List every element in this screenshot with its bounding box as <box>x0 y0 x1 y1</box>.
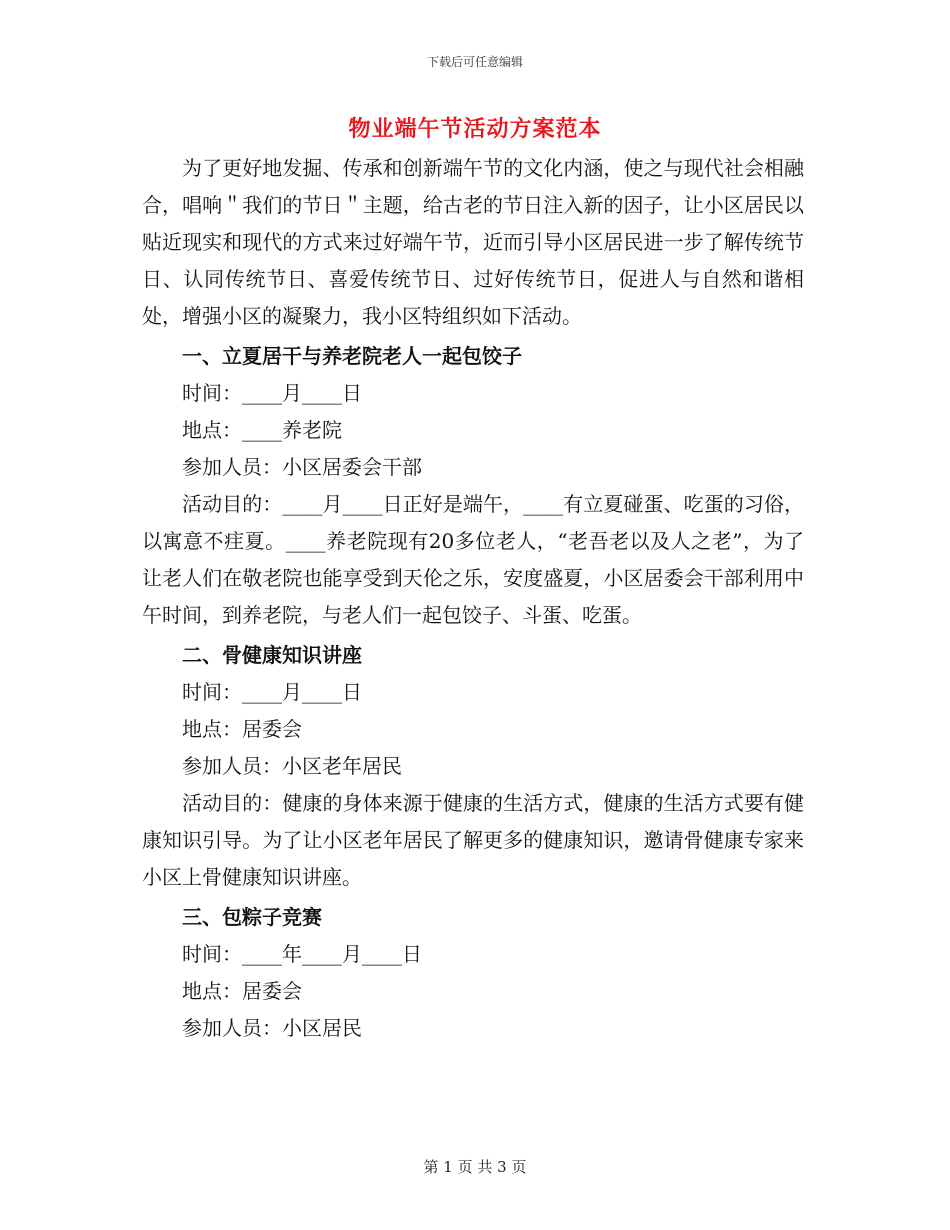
document-body <box>142 150 804 1047</box>
section-3-time: 时间：____年____月____日 <box>182 942 422 966</box>
header-note: 下载后可任意编辑 <box>426 55 523 69</box>
document-title: 物业端午节活动方案范本 <box>348 116 602 142</box>
section-2-time: 时间：____月____日 <box>182 680 362 704</box>
section-1-time: 时间：____月____日 <box>182 381 362 405</box>
intro-paragraph: 为了更好地发掘、传承和创新端午节的文化内涵，使之与现代社会相融合，唱响＂我们的节日＂主题，给古老的节日注入新的因子，让小区居民以贴近现实和现代的方式来过好端午节，近而引导小区居民进一步了解传统节日、认同传统节日、喜爱传统节日、过好传统节日，促进人与自然和谐相处，增强小区的凝聚力，我小区特组织如下活动。 <box>142 156 804 328</box>
page-footer: 第 1 页 共 3 页 <box>423 1158 527 1176</box>
section-1-purpose: 活动目的：____月____日正好是端午，____有立夏碰蛋、吃蛋的习俗，以寓意不疰夏。____养老院现有20多位老人，“老吾老以及人之老”，为了让老人们在敬老院也能享受到天伦之乐，安度盛夏，小区居委会干部利用中午时间，到养老院，与老人们一起包饺子、斗蛋、吃蛋。 <box>142 492 804 627</box>
section-2-participants: 参加人员：小区老年居民 <box>182 754 402 778</box>
section-2-place: 地点：居委会 <box>182 717 302 741</box>
section-1-participants: 参加人员：小区居委会干部 <box>182 455 422 479</box>
section-1-heading: 一、立夏居干与养老院老人一起包饺子 <box>182 344 522 368</box>
section-3-place: 地点：居委会 <box>182 979 302 1003</box>
section-2-purpose: 活动目的：健康的身体来源于健康的生活方式，健康的生活方式要有健康知识引导。为了让小区老年居民了解更多的健康知识，邀请骨健康专家来小区上骨健康知识讲座。 <box>142 791 804 889</box>
section-1-place: 地点：____养老院 <box>182 418 342 442</box>
section-3-participants: 参加人员：小区居民 <box>182 1016 362 1040</box>
section-3-heading: 三、包粽子竞赛 <box>182 905 322 929</box>
section-2-heading: 二、骨健康知识讲座 <box>182 643 362 667</box>
